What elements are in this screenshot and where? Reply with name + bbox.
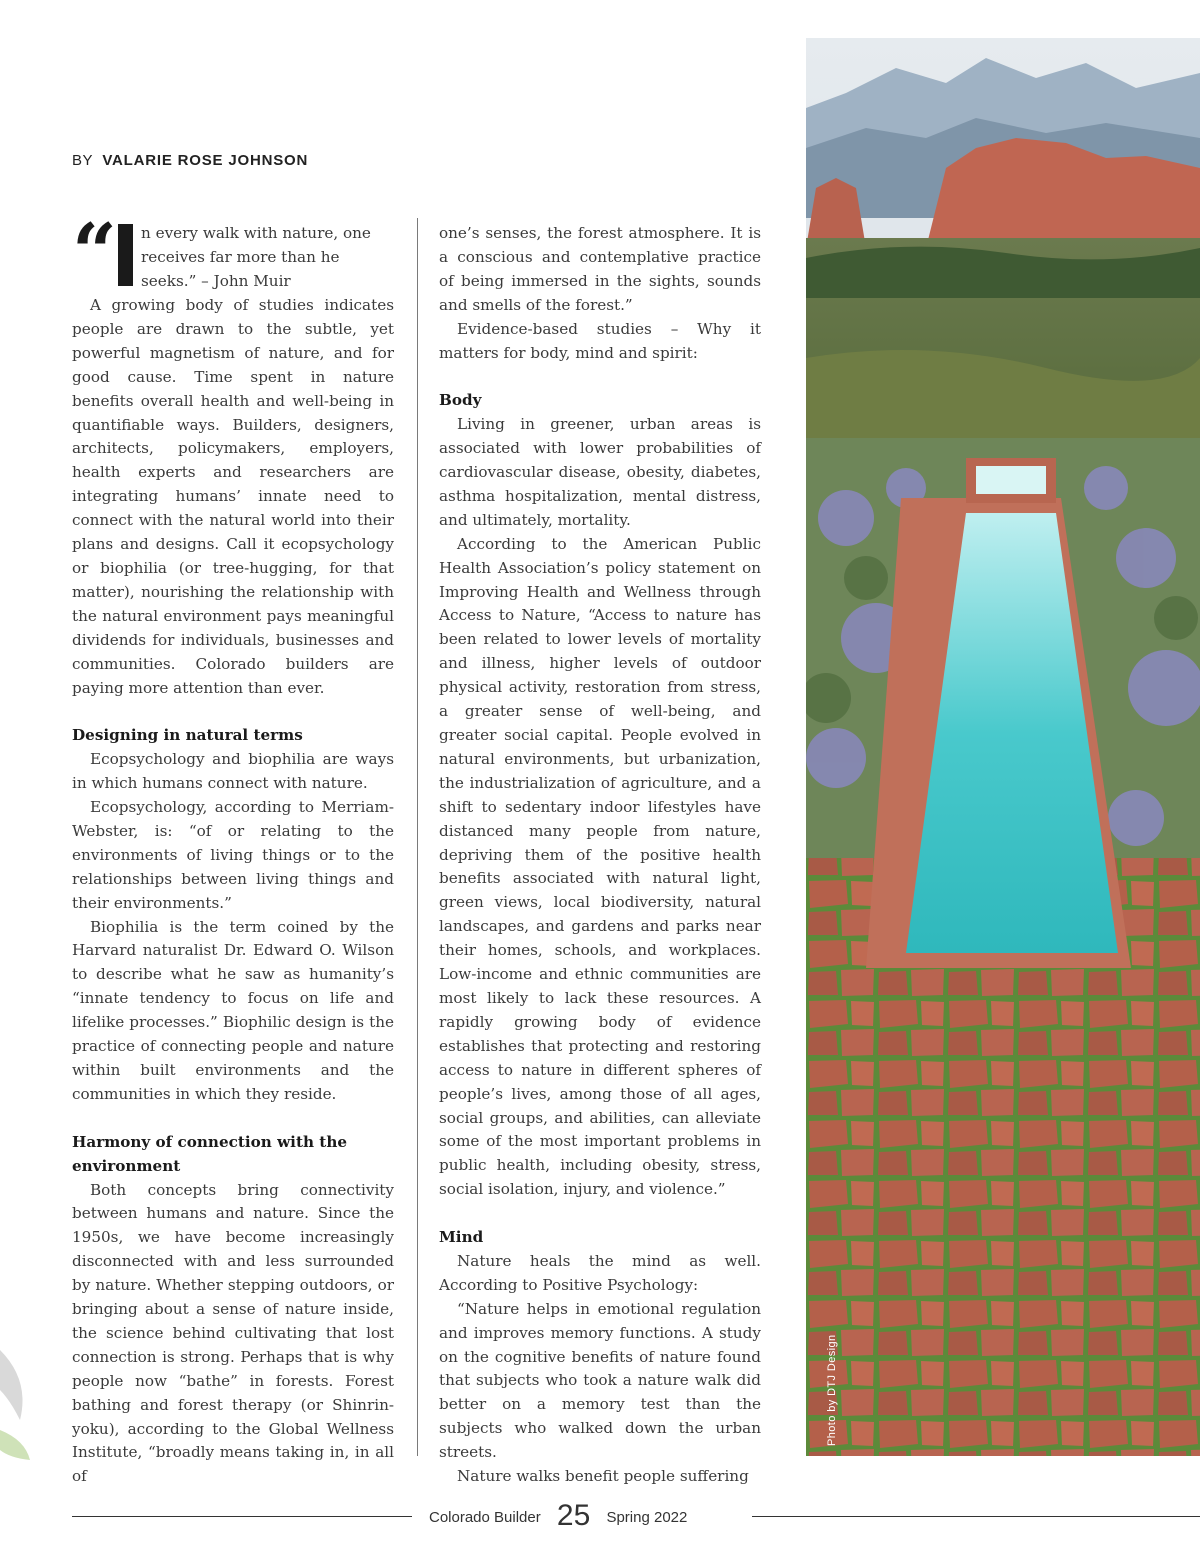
quote-mark-icon: “ <box>72 207 117 298</box>
section-heading: Harmony of connection with the environment <box>72 1132 348 1175</box>
byline-author: VALARIE ROSE JOHNSON <box>102 152 309 169</box>
paragraph: Both concepts bring connectivity between humans and nature. Since the 1950s, we have become increasingly disconnected with and less surrounded by nature. Whether stepping outdoors, or bringing about a sense of nature inside, the science behind cultivating that lost connection is strong. Perhaps that is why people now “bathe” in forests. Forest bathing and forest therapy (or Shinrin-yoku), according to the Global Wellness Institute, “broadly means taking in, in all of <box>72 1180 394 1486</box>
byline <box>72 152 308 169</box>
footer-rule-right <box>752 1516 1200 1517</box>
drop-cap-i <box>118 224 133 286</box>
paragraph: Nature heals the mind as well. According to Positive Psychology: <box>439 1251 761 1294</box>
photo-credit: Photo by DTJ Design <box>826 1334 838 1446</box>
paragraph: Evidence-based studies – Why it matters for body, mind and spirit: <box>439 319 761 362</box>
column-divider <box>417 218 418 1456</box>
page-number: 25 <box>556 1499 591 1532</box>
footer-text <box>429 1494 687 1540</box>
paragraph: “Nature helps in emotional regulation and improves memory functions. A study on the cognitive benefits of nature found that subjects who took a nature walk did better on a memory test than the subjects who walked down the urban streets. <box>439 1299 761 1462</box>
paragraph: Biophilia is the term coined by the Harvard naturalist Dr. Edward O. Wilson to describe what he saw as humanity’s “innate tendency to focus on life and lifelike processes.” Biophilic design is the practice of connecting people and nature within built environments and the communities in which they reside. <box>72 917 394 1103</box>
section-heading: Mind <box>439 1228 484 1247</box>
issue-date: Spring 2022 <box>606 1509 688 1526</box>
paragraph: According to the American Public Health Association’s policy statement on Improving Health and Wellness through Access to Nature, “Access to nature has been related to lower levels of mortality and illness, higher levels of outdoor physical activity, restoration from stress, a greater sense of well-being, and greater social capital. People evolved in natural environments, but urbanization, the industrialization of agriculture, and a shift to sedentary indoor lifestyles have distanced many people from nature, depriving them of the positive health benefits associated with natural light, green views, local biodiversity, natural landscapes, and gardens and parks near their homes, schools, and workplaces. Low-income and ethnic communities are most likely to lack these resources. A rapidly growing body of evidence establishes that protecting and restoring access to nature in different spheres of people’s lives, among those of all ages, social groups, and abilities, can alleviate some of the most important problems in public health, including obesity, stress, social isolation, injury, and violence.” <box>439 534 761 1199</box>
section-heading: Body <box>439 391 482 410</box>
byline-prefix: BY <box>72 152 94 169</box>
intro-paragraph: A growing body of studies indicates people are drawn to the subtle, yet powerful magnetism of nature, and for good cause. Time spent in nature benefits overall health and well-being in quantifiable ways. Builders, designers, architects, policymakers, employers, health experts and researchers are integrating humans’ innate need to connect with the natural world into their plans and designs. Call it ecopsychology or biophilia (or tree-hugging, for that matter), nourishing the relationship with the natural environment pays meaningful dividends for individuals, businesses and communities. Colorado builders are paying more attention than ever. <box>72 296 394 697</box>
opening-quote: n every walk with nature, one receives far more than he seeks.” – John Muir <box>141 224 371 290</box>
section-heading: Designing in natural terms <box>72 726 303 745</box>
article-column-2 <box>439 222 761 1489</box>
leaf-decoration-icon <box>0 1340 40 1470</box>
paragraph: Nature walks benefit people suffering <box>457 1467 749 1486</box>
garden-photo <box>806 38 1200 1456</box>
page-footer <box>72 1494 1200 1534</box>
article-column-1 <box>72 207 394 1489</box>
pull-quote <box>72 207 394 298</box>
footer-rule-left <box>72 1516 412 1517</box>
paragraph: Ecopsychology and biophilia are ways in which humans connect with nature. <box>72 750 394 793</box>
magazine-name: Colorado Builder <box>429 1509 541 1526</box>
paragraph: one’s senses, the forest atmosphere. It is a conscious and contemplative practice of being immersed in the sights, sounds and smells of the forest.” <box>439 224 761 314</box>
paragraph: Living in greener, urban areas is associated with lower probabilities of cardiovascular disease, obesity, diabetes, asthma hospitalization, mental distress, and ultimately, mortality. <box>439 415 761 529</box>
paragraph: Ecopsychology, according to Merriam-Webster, is: “of or relating to the environments of living things or to the relationships between living things and their environments.” <box>72 798 394 912</box>
